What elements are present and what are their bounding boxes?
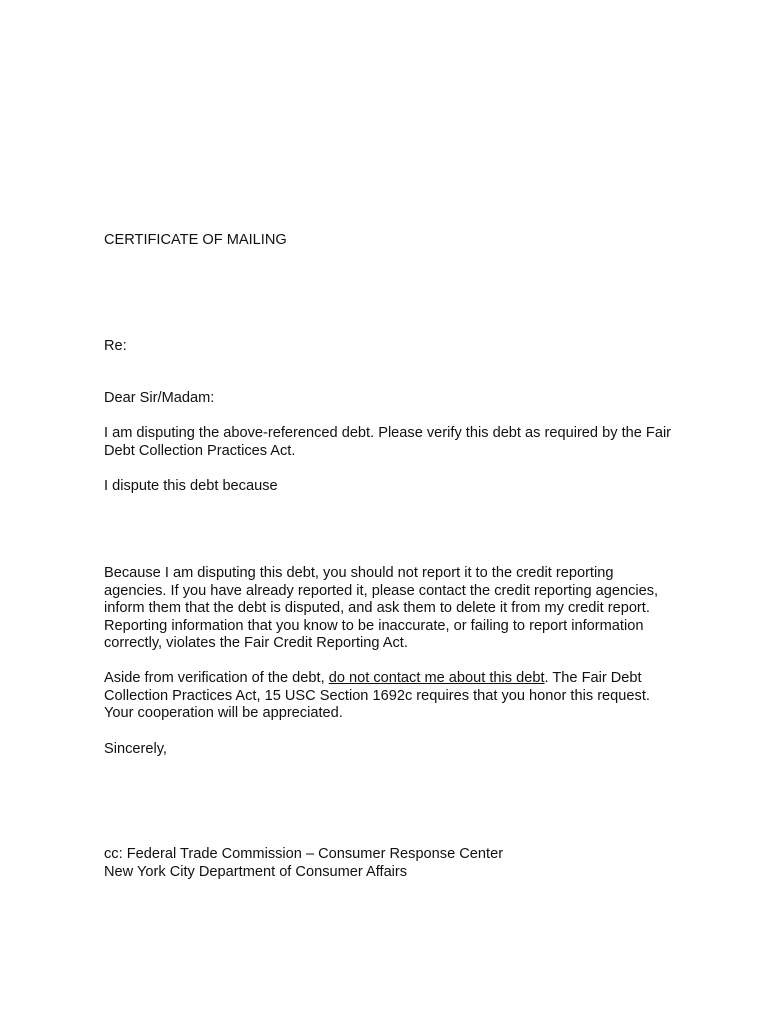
dispute-paragraph <box>104 425 684 460</box>
credit-reporting-paragraph <box>104 565 684 653</box>
salutation: Dear Sir/Madam: <box>104 390 215 406</box>
certificate-heading: CERTIFICATE OF MAILING <box>104 232 287 248</box>
cc-block <box>104 846 684 881</box>
cc-line: cc: Federal Trade Commission – Consumer Response Center <box>104 846 504 862</box>
no-contact-line: Collection Practices Act, 15 USC Section 1692c requires that you honor this request. <box>104 687 650 704</box>
credit-reporting-line: inform them that the debt is disputed, and ask them to delete it from my credit report. <box>104 600 650 616</box>
credit-reporting-line: Because I am disputing this debt, you should not report it to the credit reporting <box>104 565 614 581</box>
no-contact-prefix: Aside from verification of the debt, <box>104 670 329 686</box>
no-contact-suffix: . The Fair Debt <box>544 670 642 686</box>
re-label: Re: <box>104 338 127 354</box>
credit-reporting-line: correctly, violates the Fair Credit Reporting Act. <box>104 635 408 651</box>
credit-reporting-line: agencies. If you have already reported it, please contact the credit reporting agencies, <box>104 582 659 599</box>
no-contact-underlined: do not contact me about this debt <box>328 670 545 686</box>
dispute-reason: I dispute this debt because <box>104 478 278 494</box>
dispute-paragraph-line: Debt Collection Practices Act. <box>104 442 296 459</box>
dispute-paragraph-line: I am disputing the above-referenced debt. Please verify this debt as required by the Fair <box>104 425 672 441</box>
cc-line: New York City Department of Consumer Affairs <box>104 863 408 880</box>
no-contact-line: Your cooperation will be appreciated. <box>104 705 343 721</box>
no-contact-paragraph <box>104 670 684 723</box>
no-contact-line <box>104 670 684 688</box>
closing: Sincerely, <box>104 741 167 757</box>
credit-reporting-line: Reporting information that you know to be inaccurate, or failing to report information <box>104 617 644 634</box>
